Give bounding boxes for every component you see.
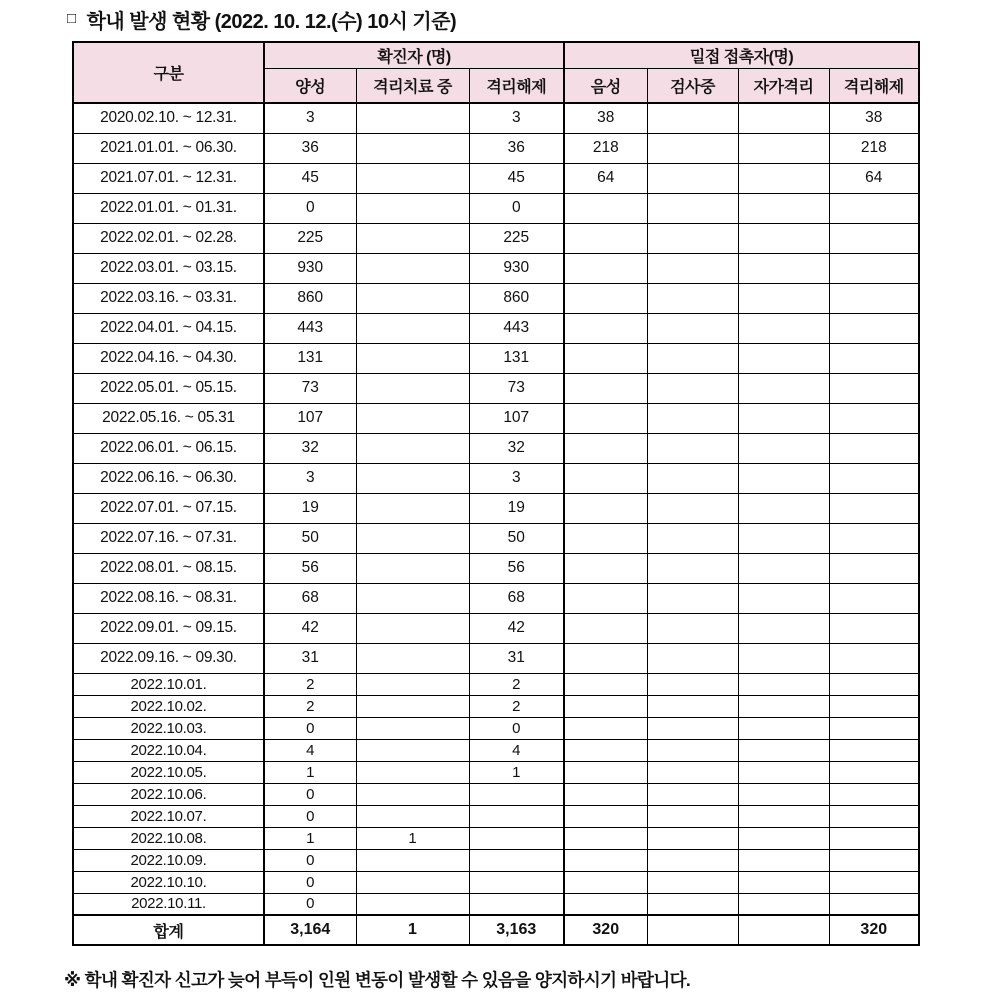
table-row [73,643,919,673]
table-row [73,695,919,717]
value-cell: 1 [264,827,356,849]
value-cell: 0 [264,893,356,915]
value-cell: 4 [264,739,356,761]
table-row [73,523,919,553]
table-row [73,403,919,433]
value-cell [356,193,469,223]
table-row [73,761,919,783]
table-body [73,103,919,945]
value-cell [738,739,829,761]
row-label: 2020.02.10. ~ 12.31. [73,103,264,133]
value-cell [738,613,829,643]
value-cell [356,673,469,695]
value-cell [829,313,919,343]
value-cell [738,553,829,583]
value-cell: 930 [264,253,356,283]
value-cell [829,583,919,613]
value-cell [647,849,738,871]
value-cell [738,253,829,283]
value-cell: 68 [469,583,564,613]
value-cell [564,223,647,253]
value-cell: 19 [469,493,564,523]
value-cell [829,403,919,433]
value-cell [647,103,738,133]
value-cell [564,433,647,463]
value-cell [356,133,469,163]
table-row [73,739,919,761]
value-cell [738,849,829,871]
value-cell [564,553,647,583]
value-cell: 0 [264,717,356,739]
value-cell: 2 [469,673,564,695]
value-cell [564,717,647,739]
table-row [73,849,919,871]
value-cell [647,283,738,313]
value-cell [356,523,469,553]
value-cell: 38 [829,103,919,133]
row-label: 2022.10.08. [73,827,264,849]
value-cell: 31 [469,643,564,673]
value-cell [647,761,738,783]
row-label: 합계 [73,915,264,945]
value-cell [738,805,829,827]
value-cell [564,893,647,915]
row-label: 2022.08.16. ~ 08.31. [73,583,264,613]
value-cell: 64 [564,163,647,193]
value-cell [564,805,647,827]
value-cell [647,463,738,493]
value-cell [647,783,738,805]
value-cell: 0 [264,871,356,893]
value-cell [738,643,829,673]
value-cell [564,373,647,403]
value-cell [647,739,738,761]
value-cell [738,343,829,373]
value-cell [647,163,738,193]
value-cell [564,783,647,805]
value-cell [738,193,829,223]
table-row [73,553,919,583]
table-row [73,163,919,193]
table-row [73,673,919,695]
value-cell [647,313,738,343]
value-cell [647,553,738,583]
value-cell [356,613,469,643]
value-cell [356,717,469,739]
row-label: 2022.10.11. [73,893,264,915]
row-label: 2022.10.05. [73,761,264,783]
value-cell [356,643,469,673]
row-label: 2022.10.06. [73,783,264,805]
value-cell [564,761,647,783]
value-cell: 2 [469,695,564,717]
value-cell [738,403,829,433]
value-cell: 73 [264,373,356,403]
value-cell [829,223,919,253]
value-cell [647,583,738,613]
value-cell [356,103,469,133]
value-cell: 50 [469,523,564,553]
value-cell [829,783,919,805]
value-cell: 0 [469,193,564,223]
value-cell [829,343,919,373]
subheader-negative: 음성 [564,69,647,104]
row-label: 2022.10.04. [73,739,264,761]
value-cell [829,893,919,915]
value-cell [356,583,469,613]
value-cell: 38 [564,103,647,133]
value-cell [356,871,469,893]
value-cell: 131 [469,343,564,373]
value-cell [738,133,829,163]
value-cell [356,253,469,283]
value-cell [356,433,469,463]
page-title-text: 학내 발생 현황 (2022. 10. 12.(수) 10시 기준) [86,11,457,33]
value-cell [738,163,829,193]
row-label: 2022.10.01. [73,673,264,695]
row-label: 2022.04.01. ~ 04.15. [73,313,264,343]
table-row [73,343,919,373]
value-cell [356,223,469,253]
value-cell: 50 [264,523,356,553]
value-cell [647,223,738,253]
footnote: ※ 학내 확진자 신고가 늦어 부득이 인원 변동이 발생할 수 있음을 양지하시기 바랍니다. [64,970,691,990]
value-cell: 31 [264,643,356,673]
value-cell [356,783,469,805]
value-cell [469,783,564,805]
table-row [73,805,919,827]
total-row [73,915,919,945]
value-cell [738,871,829,893]
value-cell: 45 [264,163,356,193]
value-cell: 73 [469,373,564,403]
value-cell [829,253,919,283]
value-cell: 218 [829,133,919,163]
row-label: 2022.09.16. ~ 09.30. [73,643,264,673]
value-cell [647,695,738,717]
value-cell: 4 [469,739,564,761]
value-cell [829,193,919,223]
value-cell: 45 [469,163,564,193]
value-cell: 860 [264,283,356,313]
row-label: 2022.08.01. ~ 08.15. [73,553,264,583]
table-row [73,313,919,343]
value-cell: 0 [264,805,356,827]
value-cell [564,313,647,343]
table-row [73,893,919,915]
value-cell [647,373,738,403]
value-cell: 0 [264,849,356,871]
value-cell: 320 [564,915,647,945]
value-cell [829,673,919,695]
value-cell [356,893,469,915]
value-cell [469,893,564,915]
value-cell [356,695,469,717]
value-cell: 860 [469,283,564,313]
value-cell [738,893,829,915]
checkbox-icon: □ [67,10,76,27]
value-cell [356,553,469,583]
value-cell [356,163,469,193]
table-row [73,133,919,163]
value-cell: 1 [356,827,469,849]
row-label: 2022.09.01. ~ 09.15. [73,613,264,643]
value-cell: 56 [469,553,564,583]
row-label: 2022.07.16. ~ 07.31. [73,523,264,553]
row-label: 2022.03.01. ~ 03.15. [73,253,264,283]
value-cell [564,739,647,761]
value-cell [738,433,829,463]
value-cell [647,915,738,945]
row-label: 2022.06.01. ~ 06.15. [73,433,264,463]
table-row [73,613,919,643]
value-cell [356,403,469,433]
value-cell [829,849,919,871]
value-cell [829,827,919,849]
value-cell [829,871,919,893]
value-cell [738,673,829,695]
value-cell [829,493,919,523]
value-cell [647,193,738,223]
value-cell [564,827,647,849]
value-cell [564,695,647,717]
value-cell: 19 [264,493,356,523]
row-label: 2022.05.01. ~ 05.15. [73,373,264,403]
value-cell [564,613,647,643]
value-cell [647,673,738,695]
value-cell [356,849,469,871]
subheader-released: 격리해제 [469,69,564,104]
table-row [73,493,919,523]
value-cell [356,761,469,783]
value-cell [829,695,919,717]
value-cell: 64 [829,163,919,193]
row-label: 2022.10.10. [73,871,264,893]
row-label: 2022.07.01. ~ 07.15. [73,493,264,523]
value-cell: 443 [264,313,356,343]
subheader-self-quarantine: 자가격리 [738,69,829,104]
value-cell: 3,164 [264,915,356,945]
value-cell [738,583,829,613]
value-cell: 107 [264,403,356,433]
value-cell [738,373,829,403]
value-cell [738,313,829,343]
value-cell [356,343,469,373]
value-cell [829,805,919,827]
page-title [67,5,992,34]
value-cell: 225 [469,223,564,253]
value-cell [564,193,647,223]
value-cell [647,827,738,849]
row-label: 2021.07.01. ~ 12.31. [73,163,264,193]
value-cell [564,871,647,893]
row-label: 2022.01.01. ~ 01.31. [73,193,264,223]
row-label: 2022.04.16. ~ 04.30. [73,343,264,373]
value-cell: 3 [264,103,356,133]
value-cell [647,871,738,893]
value-cell [647,343,738,373]
value-cell [738,523,829,553]
value-cell [356,493,469,523]
value-cell: 1 [469,761,564,783]
value-cell: 3 [469,103,564,133]
value-cell [738,915,829,945]
row-label: 2022.02.01. ~ 02.28. [73,223,264,253]
corner-header-cell: 구분 [73,42,264,103]
table-row [73,717,919,739]
table-header [73,42,919,103]
value-cell [564,643,647,673]
value-cell [829,283,919,313]
value-cell [647,523,738,553]
row-label: 2022.06.16. ~ 06.30. [73,463,264,493]
table-row [73,103,919,133]
value-cell [738,717,829,739]
value-cell: 1 [356,915,469,945]
value-cell: 107 [469,403,564,433]
subheader-testing: 검사중 [647,69,738,104]
value-cell [829,553,919,583]
value-cell: 1 [264,761,356,783]
value-cell [738,463,829,493]
table-row [73,253,919,283]
table-row [73,827,919,849]
value-cell [647,253,738,283]
value-cell [738,283,829,313]
value-cell [829,373,919,403]
value-cell [738,695,829,717]
value-cell [469,849,564,871]
value-cell [829,463,919,493]
value-cell: 0 [264,193,356,223]
value-cell [829,739,919,761]
value-cell [647,643,738,673]
value-cell [469,805,564,827]
value-cell [356,283,469,313]
value-cell: 36 [264,133,356,163]
value-cell [647,493,738,523]
value-cell [356,739,469,761]
value-cell [564,493,647,523]
value-cell: 56 [264,553,356,583]
value-cell [647,133,738,163]
campus-cases-table [72,41,920,946]
value-cell: 3,163 [469,915,564,945]
value-cell [738,827,829,849]
value-cell: 0 [264,783,356,805]
subheader-in-treatment: 격리치료 중 [356,69,469,104]
value-cell [564,343,647,373]
value-cell [564,673,647,695]
row-label: 2021.01.01. ~ 06.30. [73,133,264,163]
value-cell: 36 [469,133,564,163]
value-cell [564,463,647,493]
value-cell [647,613,738,643]
value-cell: 3 [469,463,564,493]
value-cell [564,403,647,433]
value-cell: 42 [264,613,356,643]
value-cell: 131 [264,343,356,373]
value-cell [738,783,829,805]
table-row [73,871,919,893]
row-label: 2022.05.16. ~ 05.31 [73,403,264,433]
value-cell: 0 [469,717,564,739]
row-label: 2022.10.07. [73,805,264,827]
row-label: 2022.10.09. [73,849,264,871]
value-cell [647,805,738,827]
value-cell [469,827,564,849]
header-group-row [73,42,919,69]
value-cell [647,717,738,739]
value-cell [356,313,469,343]
subheader-quarantine-released: 격리해제 [829,69,919,104]
value-cell [564,849,647,871]
value-cell: 42 [469,613,564,643]
value-cell: 443 [469,313,564,343]
group-header-contacts: 밀접 접촉자(명) [564,42,919,69]
value-cell [738,761,829,783]
table-row [73,783,919,805]
value-cell: 32 [264,433,356,463]
value-cell: 32 [469,433,564,463]
value-cell [564,523,647,553]
value-cell [829,613,919,643]
table-row [73,433,919,463]
value-cell [356,373,469,403]
value-cell: 3 [264,463,356,493]
subheader-positive: 양성 [264,69,356,104]
value-cell: 225 [264,223,356,253]
row-label: 2022.10.03. [73,717,264,739]
value-cell [647,893,738,915]
value-cell [829,433,919,463]
table-row [73,463,919,493]
value-cell: 2 [264,695,356,717]
value-cell [738,223,829,253]
value-cell: 68 [264,583,356,613]
table-row [73,373,919,403]
table-row [73,583,919,613]
value-cell [829,523,919,553]
table-row [73,223,919,253]
value-cell: 218 [564,133,647,163]
value-cell [829,761,919,783]
value-cell [829,643,919,673]
value-cell [829,717,919,739]
value-cell: 2 [264,673,356,695]
value-cell [469,871,564,893]
row-label: 2022.10.02. [73,695,264,717]
value-cell [356,805,469,827]
value-cell [564,253,647,283]
value-cell [564,583,647,613]
value-cell: 320 [829,915,919,945]
value-cell [356,463,469,493]
row-label: 2022.03.16. ~ 03.31. [73,283,264,313]
value-cell [738,493,829,523]
value-cell [647,433,738,463]
value-cell [738,103,829,133]
value-cell [564,283,647,313]
table-row [73,193,919,223]
table-row [73,283,919,313]
value-cell: 930 [469,253,564,283]
value-cell [647,403,738,433]
group-header-confirmed: 확진자 (명) [264,42,564,69]
